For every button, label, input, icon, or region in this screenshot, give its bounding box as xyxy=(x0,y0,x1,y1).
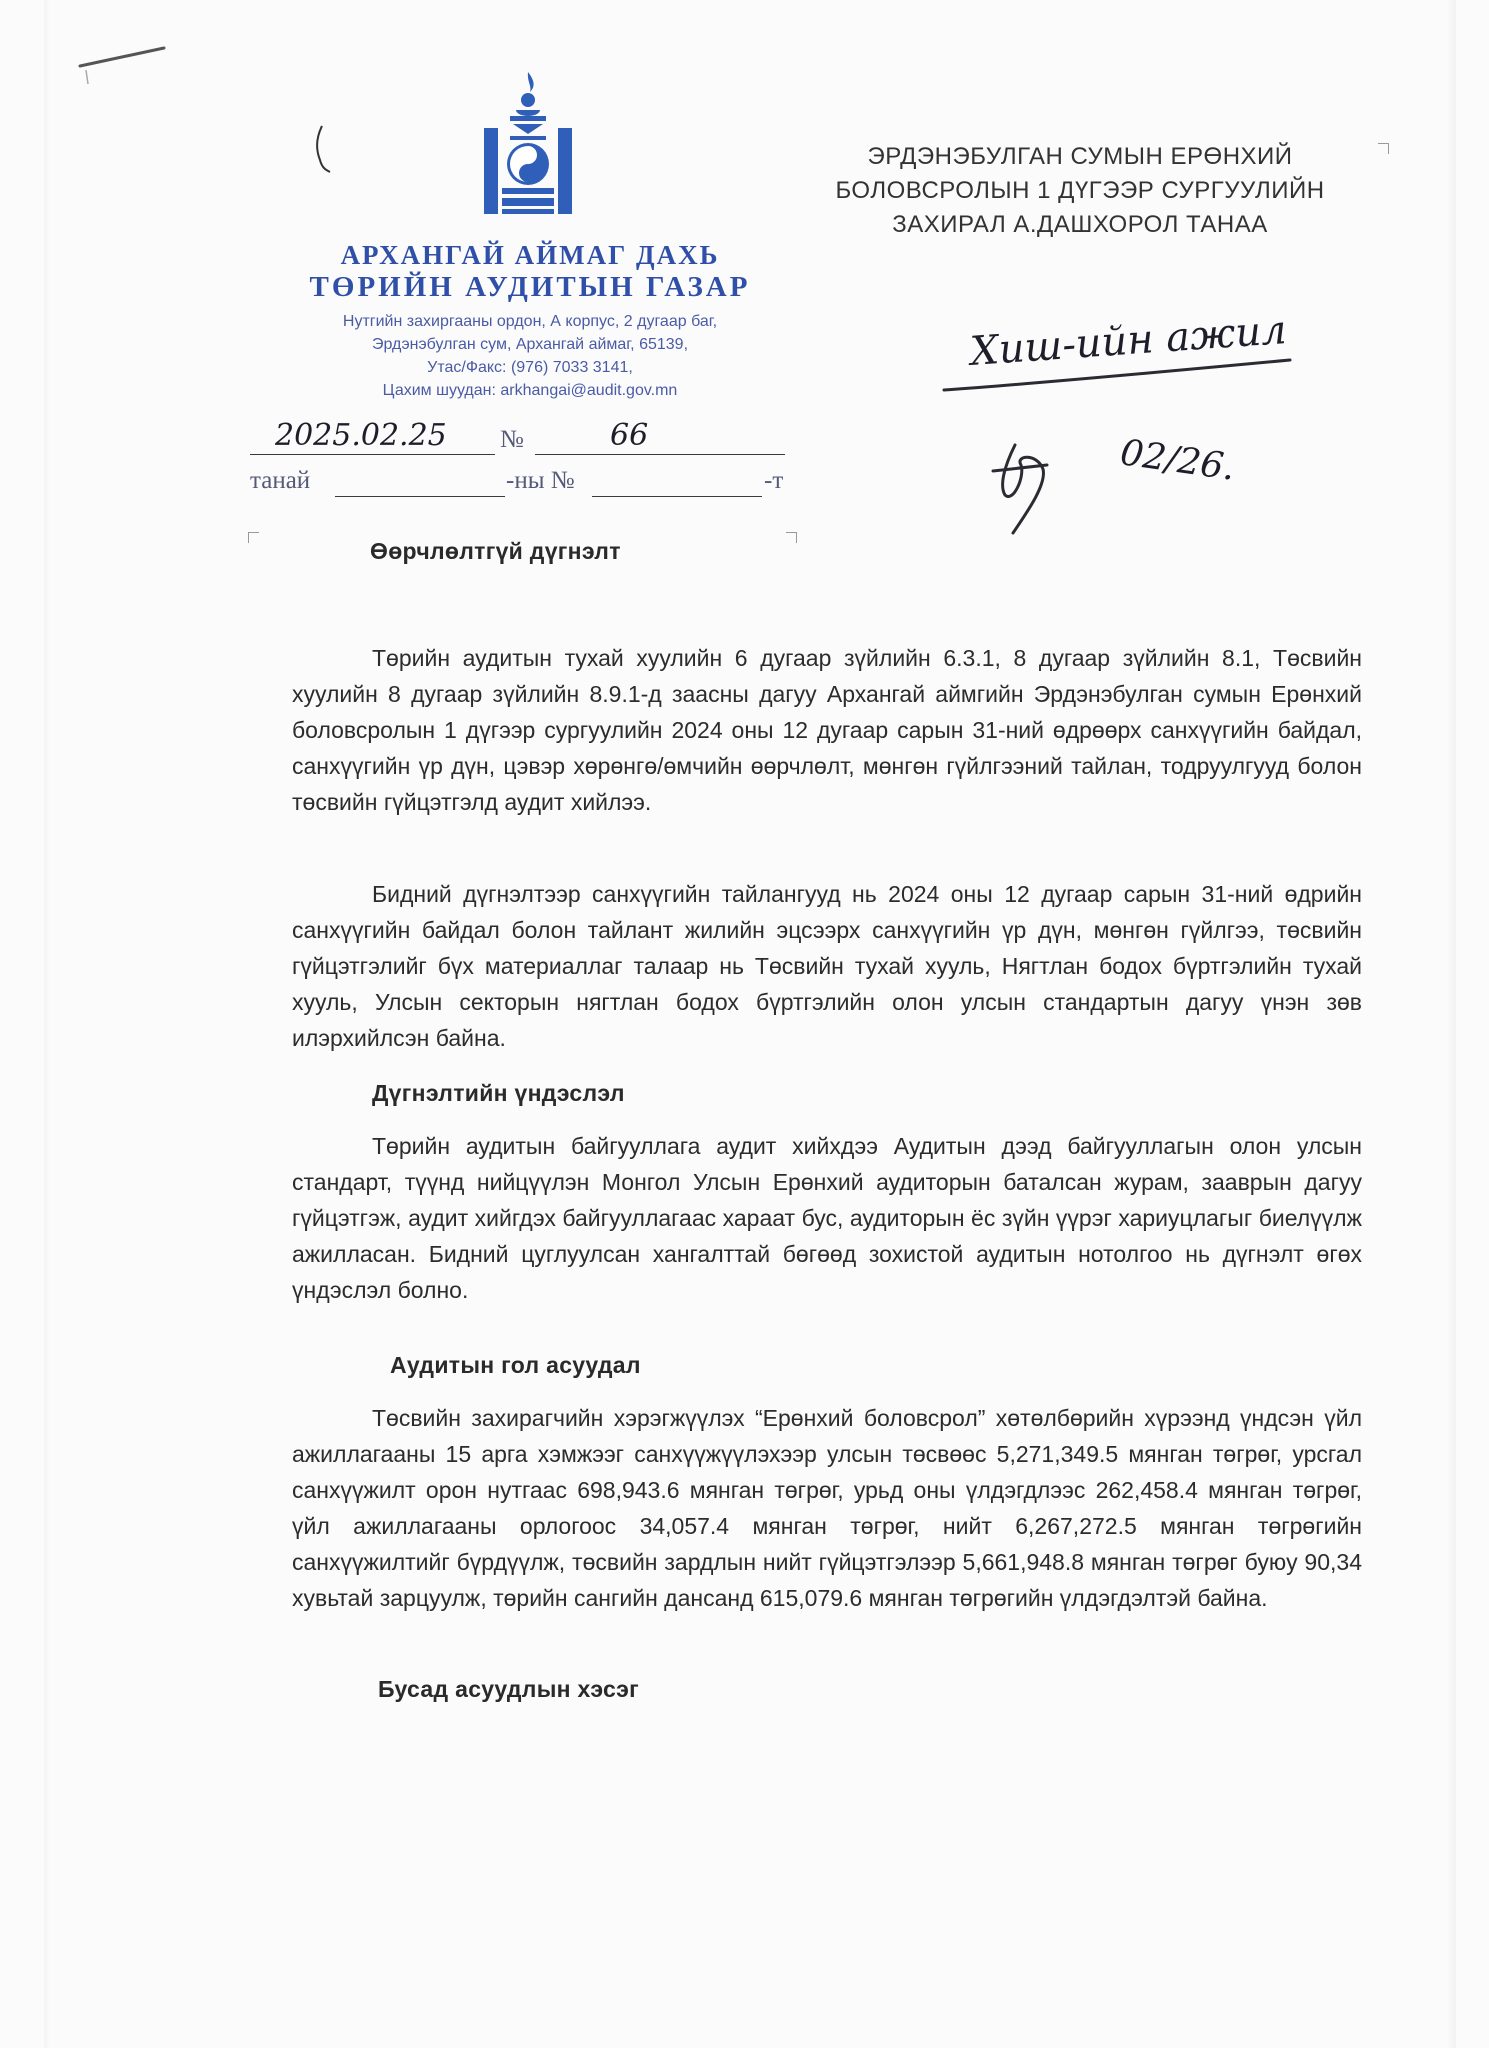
addressee-line2: БОЛОВСРОЛЫН 1 ДҮГЭЭР СУРГУУЛИЙН xyxy=(835,177,1325,204)
org-contact-email: Цахим шуудан: arkhangai@audit.gov.mn xyxy=(382,382,678,399)
handwritten-signature xyxy=(985,425,1075,545)
reply-label: танай xyxy=(250,467,311,494)
letter-date: 2025.02.25 xyxy=(275,418,447,453)
letter-number: 66 xyxy=(610,418,649,453)
page-left-edge xyxy=(44,0,50,2048)
number-underline xyxy=(535,454,785,455)
heading-basis: Дүгнэлтийн үндэслэл xyxy=(372,1080,625,1106)
paragraph-scope: Төрийн аудитын тухай хуулийн 6 дугаар зүйлийн 6.3.1, 8 дугаар зүйлийн 8.1, Төсвийн хуулийн 8 дугаар зүйлийн 8.9.1-д заасны дагуу Архангай аймгийн Эрдэнэбулган сумын Ерөнхий боловсролын 1 дүгээр сургуулийн 2024 оны 12 дугаар сарын 31-ний өдрөөрх санхүүгийн байдал, санхүүгийн үр дүн, цэвэр хөрөнгө/өмчийн өөрчлөлт, мөнгөн гүйлгээний тайлан, тодруулгууд болон төсвийн гүйцэтгэлд аудит хийлээ. xyxy=(292,645,1362,815)
paragraph-opinion: Бидний дүгнэлтээр санхүүгийн тайлангууд нь 2024 оны 12 дугаар сарын 31-ний өдрийн санхүүгийн байдал болон тайлант жилийн эцсээрх санхүүгийн үр дүн, мөнгөн гүйлгээ, төсвийн гүйцэтгэлийг бүх материаллаг талаар нь Төсвийн тухай хууль, Нягтлан бодох бүртгэлийн тухай хууль, Улсын секторын нягтлан бодох бүртгэлийн олон улсын стандартын дагуу үнэн зөв илэрхийлсэн байна. xyxy=(292,881,1362,1051)
resolution-underline xyxy=(940,346,1300,406)
number-label: № xyxy=(500,426,524,453)
state-emblem-icon xyxy=(480,68,576,218)
heading-key-matters: Аудитын гол асуудал xyxy=(390,1352,641,1378)
reply-suffix: -ны № xyxy=(506,467,575,494)
org-contact-city: Эрдэнэбулган сум, Архангай аймаг, 65139, xyxy=(371,336,689,353)
org-contact-phone: Утас/Факс: (976) 7033 3141, xyxy=(427,359,633,376)
reply-date-line xyxy=(335,496,505,497)
reply-end: -т xyxy=(764,467,784,494)
heading-other-matters: Бусад асуудлын хэсэг xyxy=(378,1676,639,1702)
org-name-line1: АРХАНГАЙ АЙМАГ ДАХЬ xyxy=(340,240,720,270)
paragraph-basis: Төрийн аудитын байгууллага аудит хийхдээ Аудитын дээд байгууллагын олон улсын стандарт, түүнд нийцүүлэн Монгол Улсын Ерөнхий аудиторын баталсан журам, зааврын дагуу гүйцэтгэж, аудит хийгдэх байгууллагаас хараат бус, аудиторын ёс зүйн үүрэг хариуцлагыг биелүүлж ажилласан. Бидний цуглуулсан хангалттай бөгөөд зохистой аудитын нотолгоо нь дүгнэлт өгөх үндэслэл болно. xyxy=(292,1133,1362,1303)
page-right-edge xyxy=(1446,0,1456,2048)
handwritten-date: 02/26. xyxy=(1117,432,1238,489)
corner-mark-right xyxy=(786,532,797,543)
org-contact-address: Нутгийн захиргааны ордон, А корпус, 2 дугаар баг, xyxy=(342,313,718,330)
bracket-mark xyxy=(308,120,338,180)
pen-mark-scribble xyxy=(74,40,174,100)
paragraph-key-matters: Төсвийн захирагчийн хэрэгжүүлэх “Ерөнхий боловсрол” хөтөлбөрийн хүрээнд үндсэн үйл ажиллагааны 15 арга хэмжээг санхүүжүүлэхээр улсын төсвөөс 5,271,349.5 мянган төгрөг, урсгал санхүүжилт орон нутгаас 698,943.6 мянган төгрөг, урьд оны үлдэгдлээс 262,458.4 мянган төгрөг, үйл ажиллагааны орлогоос 34,057.4 мянган төгрөг, нийт 6,267,272.5 мянган төгрөгийн санхүүжилтийг бүрдүүлж, төсвийн зардлын нийт гүйцэтгэлээр 5,661,948.8 мянган төгрөг буюу 90,34 хувьтай зарцуулж, төрийн сангийн дансанд 615,079.6 мянган төгрөгийн үлдэгдэлтэй байна. xyxy=(292,1405,1362,1611)
org-name-line2: ТӨРИЙН АУДИТЫН ГАЗАР xyxy=(309,271,751,303)
document-title: Өөрчлөлтгүй дүгнэлт xyxy=(370,538,621,564)
handwritten-resolution: Хиш-ийн ажил xyxy=(968,307,1288,375)
reply-number-line xyxy=(592,496,762,497)
corner-mark-addressee xyxy=(1378,143,1389,154)
addressee-line3: ЗАХИРАЛ А.ДАШХОРОЛ ТАНАА xyxy=(892,211,1268,238)
addressee-line1: ЭРДЭНЭБУЛГАН СУМЫН ЕРӨНХИЙ xyxy=(867,143,1293,170)
date-underline xyxy=(250,454,495,455)
corner-mark-left xyxy=(248,532,259,543)
